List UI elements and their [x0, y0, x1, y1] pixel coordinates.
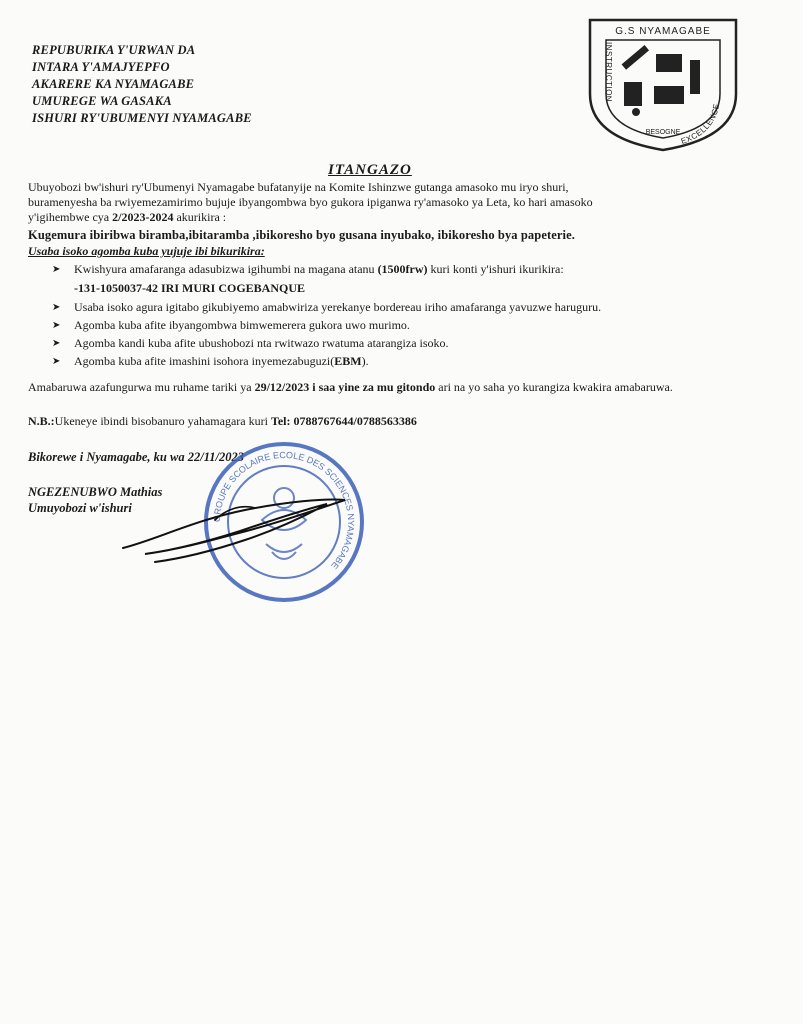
- header-line-country: REPUBURIKA Y'URWAN DA: [32, 43, 196, 57]
- requirements-heading: Usaba isoko agomba kuba yujuje ibi bikurikira:: [28, 244, 265, 258]
- opening-date: 29/12/2023 i saa yine za mu gitondo: [254, 380, 436, 394]
- requirement-text: Agomba kuba afite imashini isohora inyemezabuguzi(: [74, 354, 335, 368]
- logo-right-text: EXCELLENCE: [679, 102, 722, 146]
- intro-text: akurikira :: [173, 210, 227, 224]
- arrow-bullet-icon: ➤: [52, 356, 61, 367]
- intro-line: Ubuyobozi bw'ishuri ry'Ubumenyi Nyamagabe bufatanyije na Komite Ishinzwe gutanga amasoko mu iryo shuri,: [28, 180, 569, 194]
- logo-left-text: INSTRUCTION: [603, 42, 614, 103]
- logo-bottom-text: BESOGNE: [645, 129, 681, 136]
- nb-label: N.B.:: [28, 414, 55, 428]
- arrow-bullet-icon: ➤: [52, 338, 61, 349]
- intro-line: [28, 210, 790, 225]
- bank-account: -131-1050037-42 IRI MURI COGEBANQUE: [74, 281, 305, 295]
- place-and-date: Bikorewe i Nyamagabe, ku wa 22/11/2023: [28, 450, 244, 464]
- header-line-district: AKARERE KA NYAMAGABE: [32, 77, 195, 91]
- requirements-list: [52, 262, 782, 372]
- list-item: [52, 336, 782, 351]
- signer-role: Umuyobozi w'ishuri: [28, 501, 132, 515]
- requirement-text: Agomba kandi kuba afite ubushobozi nta rwitwazo rwatuma atarangiza isoko.: [74, 336, 449, 350]
- intro-paragraph: [28, 180, 790, 225]
- nota-bene: [28, 414, 417, 429]
- list-item: [52, 318, 782, 333]
- arrow-bullet-icon: ➤: [52, 302, 61, 313]
- closing-paragraph: [28, 380, 790, 394]
- closing-text: ari na yo saha yo kurangiza kwakira amabaruwa.: [435, 380, 673, 394]
- letter-header: [32, 42, 252, 127]
- tender-subject: Kugemura ibiribwa biramba,ibitaramba ,ibikoresho byo gusana inyubako, ibikoresho bya papeterie.: [28, 228, 575, 242]
- requirement-text: Usaba isoko agura igitabo gikubiyemo amabwiriza yerekanye bordereau iriho amafaranga yavuzwe haruguru.: [74, 300, 602, 314]
- page-title: ITANGAZO: [328, 162, 412, 178]
- requirement-text: kuri konti y'ishuri ikurikira:: [427, 262, 564, 276]
- term-code: 2/2023-2024: [112, 210, 174, 224]
- list-item: [52, 262, 782, 296]
- logo-top-text: G.S NYAMAGABE: [615, 26, 711, 37]
- header-line-sector: UMUREGE WA GASAKA: [32, 94, 172, 108]
- list-item: [52, 300, 782, 315]
- header-line-school: ISHURI RY'UBUMENYI NYAMAGABE: [32, 111, 252, 125]
- ebm-label: EBM: [334, 354, 362, 368]
- closing-text: Amabaruwa azafungurwa mu ruhame tariki ya: [28, 380, 255, 394]
- school-logo: [584, 14, 742, 152]
- requirement-text: Agomba kuba afite ibyangombwa bimwemerera gukora uwo murimo.: [74, 318, 410, 332]
- arrow-bullet-icon: ➤: [52, 320, 61, 331]
- svg-text:INSTRUCTION: [604, 42, 613, 102]
- signer-name: NGEZENUBWO Mathias: [28, 485, 163, 499]
- stamp-ring-text: GROUPE SCOLAIRE ECOLE DES SCIENCES NYAMAGABE: [211, 449, 357, 571]
- handwritten-signature: [115, 480, 350, 570]
- fee-amount: (1500frw): [377, 262, 428, 276]
- requirement-text: Kwishyura amafaranga adasubizwa igihumbi na magana atanu: [74, 262, 378, 276]
- nb-text: Ukeneye ibindi bisobanuro yahamagara kuri: [54, 414, 271, 428]
- requirement-text: ).: [361, 354, 369, 368]
- arrow-bullet-icon: ➤: [52, 264, 61, 275]
- intro-line: buramenyesha ba rwiyemezamirimo bujuje ibyangombwa byo gukora ipiganwa ry'amasoko ya Leta, ko hari amasoko: [28, 195, 593, 209]
- intro-text: y'igihembwe cya: [28, 210, 113, 224]
- list-item: [52, 354, 782, 369]
- logo-emblem: [622, 45, 700, 116]
- header-line-province: INTARA Y'AMAJYEPFO: [32, 60, 170, 74]
- phone-numbers: Tel: 0788767644/0788563386: [270, 414, 417, 428]
